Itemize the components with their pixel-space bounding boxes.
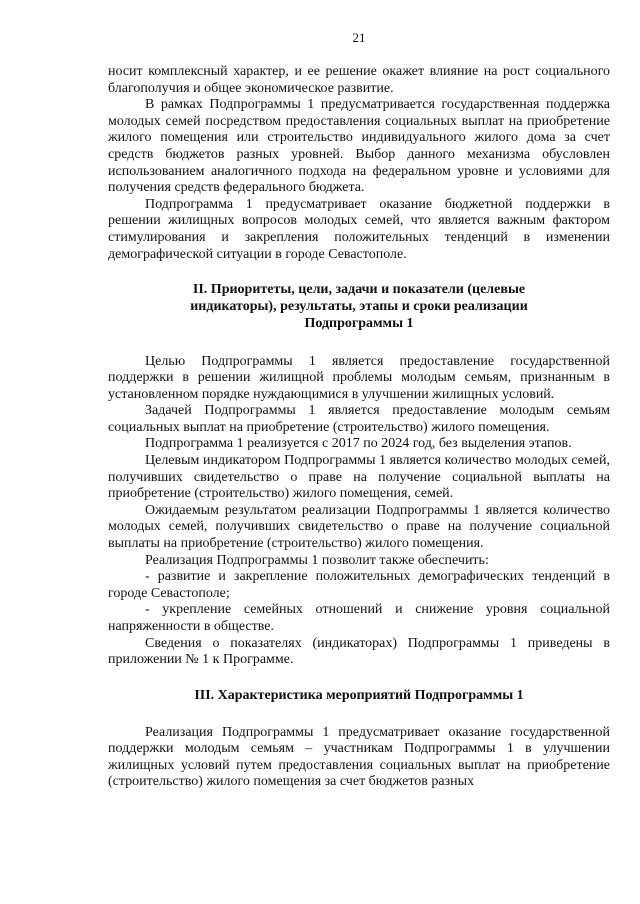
section-3-paragraph-implementation: Реализация Подпрограммы 1 предусматривает оказание государственной поддержки молодым семьям – участникам Подпрограммы 1 в улучшении жилищных условий путем предоставления социальных выплат на приобретение (строительство) жилого помещения за счет бюджетов разных xyxy=(108,724,610,790)
section-2-paragraph-indicator: Целевым индикатором Подпрограммы 1 является количество молодых семей, получивших свидетельство о праве на получение социальной выплаты на приобретение (строительство) жилого помещения, семей. xyxy=(108,453,610,502)
intro-paragraph-budget-support: Подпрограмма 1 предусматривает оказание бюджетной поддержки в решении жилищных вопросов молодых семей, что является важным фактором стимулирования и закрепления положительных тенденций в изменении демографической ситуации в городе Севастополе. xyxy=(108,196,610,262)
document-body xyxy=(108,64,610,791)
intro-paragraph-state-support: В рамках Подпрограммы 1 предусматривается государственная поддержка молодых семей посредством предоставления социальных выплат на приобретение жилого помещения или строительство индивидуального жилого дома за счет средств бюджетов разных уровней. Выбор данного механизма обусловлен использованием аналогичного подхода на федеральном уровне и условиями для получения средств федерального бюджета. xyxy=(108,97,610,196)
intro-paragraph-continuation: носит комплексный характер, и ее решение окажет влияние на рост социального благополучия и общее экономическое развитие. xyxy=(108,64,610,96)
section-2-paragraph-result: Ожидаемым результатом реализации Подпрограммы 1 является количество молодых семей, получивших свидетельство о праве на получение социальной выплаты на приобретение (строительство) жилого помещения. xyxy=(108,502,610,552)
section-2-heading: II. Приоритеты, цели, задачи и показатели (целевые индикаторы), результаты, этапы и сроки реализации Подпрограммы 1 xyxy=(190,282,528,331)
section-2-paragraph-task: Задачей Подпрограммы 1 является предоставление молодым семьям социальных выплат на приобретение (строительство) жилого помещения. xyxy=(108,403,610,435)
section-2-paragraph-period: Подпрограмма 1 реализуется с 2017 по 2024 год, без выделения этапов. xyxy=(145,436,572,452)
section-2-paragraph-goal: Целью Подпрограммы 1 является предоставление государственной поддержки в решении жилищной проблемы молодым семьям, признанным в установленном порядке нуждающимися в улучшении жилищных условий. xyxy=(108,353,610,402)
section-2-paragraph-also-provide: Реализация Подпрограммы 1 позволит также обеспечить: xyxy=(145,552,489,568)
section-2-list-item-family: - укрепление семейных отношений и снижение уровня социальной напряженности в обществе. xyxy=(108,602,610,635)
section-2-heading-wrap xyxy=(169,282,549,332)
document-page xyxy=(108,0,610,791)
page-number: 21 xyxy=(352,30,366,45)
section-2-paragraph-appendix: Сведения о показателях (индикаторах) Подпрограммы 1 приведены в приложении № 1 к Программе. xyxy=(108,635,610,668)
section-2-list-item-demography: - развитие и закрепление положительных демографических тенденций в городе Севастополе; xyxy=(108,569,610,601)
section-3-heading: III. Характеристика мероприятий Подпрограммы 1 xyxy=(194,687,524,703)
